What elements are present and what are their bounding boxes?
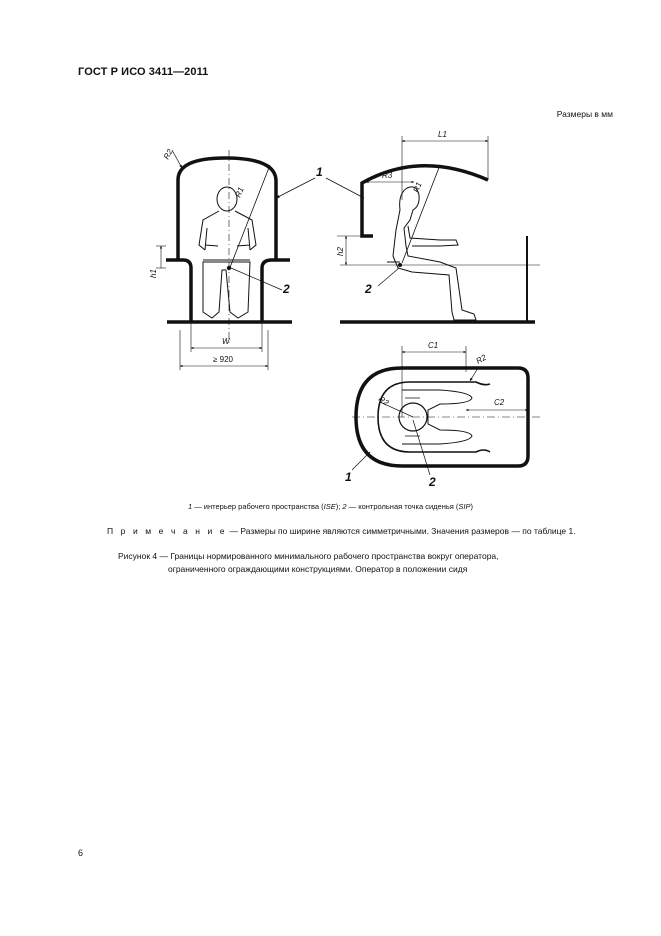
note-text: — Размеры по ширине являются симметричными. Значения размеров — по таблице 1. — [227, 526, 576, 536]
legend-item2-end: ) — [470, 502, 474, 511]
label-callout-2-side: 2 — [365, 282, 372, 296]
label-R3: R3 — [382, 171, 393, 180]
label-C1: C1 — [428, 341, 439, 350]
units-note: Размеры в мм — [556, 109, 613, 119]
label-R-corner: R2 — [474, 352, 488, 366]
legend-item1-text: — интерьер рабочего пространства ( — [192, 502, 324, 511]
note-prefix: П р и м е ч а н и е — [107, 526, 228, 536]
plan-view — [352, 346, 540, 475]
caption-line-1: Рисунок 4 — Границы нормированного минимального рабочего пространства вокруг оператора, — [118, 551, 499, 561]
label-callout-1: 1 — [316, 165, 323, 179]
label-h2: h2 — [336, 247, 345, 256]
legend-item1-end: ); — [335, 502, 343, 511]
figure-legend — [0, 502, 661, 511]
caption-line-2: ограниченного ограждающими конструкциями. Оператор в положении сидя — [168, 564, 468, 574]
page-number: 6 — [78, 848, 84, 858]
legend-item1-num: 1 — [187, 502, 193, 511]
legend-item2-num: 2 — [342, 502, 347, 511]
label-R1-front: R1 — [233, 185, 246, 199]
figure-note — [107, 526, 576, 536]
label-width-min: ≥ 920 — [213, 355, 233, 364]
label-callout-2-front: 2 — [283, 282, 290, 296]
figure-caption — [118, 550, 499, 576]
legend-item2-text: — контрольная точка сиденья ( — [346, 502, 459, 511]
legend-item2-abbr: SIP — [458, 502, 471, 511]
label-h1: h1 — [149, 269, 158, 278]
label-callout-1-plan: 1 — [345, 470, 352, 484]
label-callout-2-plan: 2 — [429, 475, 436, 489]
label-W: W — [222, 337, 230, 346]
label-L1: L1 — [438, 130, 447, 139]
label-R1-side: R1 — [411, 180, 424, 194]
label-C2: C2 — [494, 398, 505, 407]
legend-item1-abbr: ISE — [323, 502, 336, 511]
label-R2-plan: R2 — [376, 394, 391, 408]
label-R2-front: R2 — [161, 147, 175, 161]
callout-1-leaders — [276, 178, 364, 198]
document-header: ГОСТ Р ИСО 3411—2011 — [78, 66, 209, 78]
